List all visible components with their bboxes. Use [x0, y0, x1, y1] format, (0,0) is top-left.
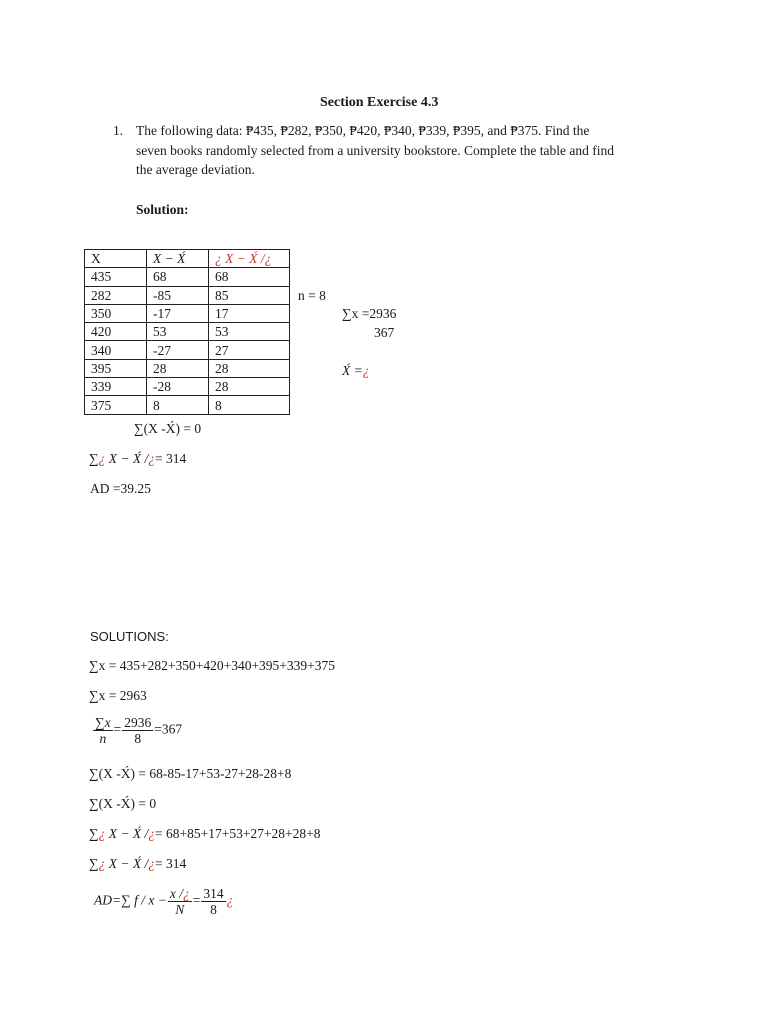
- solutions-ad-formula: AD=∑ f / x − $\frac{x /¿}{N}$ = $\frac{314}{8}$ ¿: [94, 886, 234, 917]
- problem-line-3: the average deviation.: [136, 162, 255, 177]
- sum-abs-deviation: ∑¿ X − X́ /¿= 314: [89, 451, 187, 466]
- fraction-2936-over-8: $\frac{2936}{8}$: [124, 715, 152, 746]
- table-cell: 53: [209, 323, 290, 341]
- solutions-sum-dev-expansion: ∑(X -X́) = 68-85-17+53-27+28-28+8: [89, 766, 292, 781]
- page-title: Section Exercise 4.3: [320, 95, 439, 110]
- table-header-x: X: [85, 250, 147, 268]
- table-cell: 28: [147, 359, 209, 377]
- table-cell: 375: [85, 396, 147, 414]
- table-row: [85, 378, 290, 396]
- table-cell: -28: [147, 378, 209, 396]
- solutions-sum-dev: ∑(X -X́) = 0: [89, 796, 157, 811]
- n-value: n = 8: [298, 288, 326, 303]
- mean-value: 367: [374, 325, 395, 340]
- table-cell: 17: [209, 304, 290, 322]
- solutions-sum-abs-expansion: ∑¿ X − X́ /¿= 68+85+17+53+27+28+28+8: [89, 826, 321, 841]
- table-cell: 27: [209, 341, 290, 359]
- table-cell: 8: [147, 396, 209, 414]
- solution-label: Solution:: [136, 202, 189, 217]
- table-cell: 282: [85, 286, 147, 304]
- table-row: [85, 359, 290, 377]
- mean-symbol: X́ =¿: [342, 363, 370, 378]
- table-row: [85, 286, 290, 304]
- problem-line-1: The following data: ₱435, ₱282, ₱350, ₱420, ₱340, ₱339, ₱395, and ₱375. Find the: [136, 123, 590, 138]
- table-cell: 68: [147, 268, 209, 286]
- solutions-sum-abs: ∑¿ X − X́ /¿= 314: [89, 856, 187, 871]
- table-cell: 85: [209, 286, 290, 304]
- deviation-table: [84, 249, 290, 415]
- table-cell: 435: [85, 268, 147, 286]
- table-row: [85, 304, 290, 322]
- table-row: [85, 268, 290, 286]
- table-cell: 420: [85, 323, 147, 341]
- solutions-heading: SOLUTIONS:: [90, 629, 169, 644]
- average-deviation: AD =39.25: [90, 481, 151, 496]
- table-header-deviation: X − X́: [147, 250, 209, 268]
- table-row: [85, 323, 290, 341]
- fraction-314-over-8: $\frac{314}{8}$: [203, 886, 224, 917]
- table-cell: 53: [147, 323, 209, 341]
- table-cell: -27: [147, 341, 209, 359]
- table-cell: 350: [85, 304, 147, 322]
- table-row: [85, 396, 290, 414]
- solutions-sum-x-expansion: ∑x = 435+282+350+420+340+395+339+375: [89, 658, 336, 673]
- table-cell: -17: [147, 304, 209, 322]
- table-cell: 395: [85, 359, 147, 377]
- table-header-abs-deviation: ¿ X − X́ /¿: [209, 250, 290, 268]
- sum-deviation: ∑(X -X́) = 0: [134, 421, 202, 436]
- table-cell: 8: [209, 396, 290, 414]
- table-row: [85, 341, 290, 359]
- fraction-sum-x-over-n: $\frac{\sum x}{n}$: [95, 715, 111, 746]
- sum-x: ∑x =2936: [342, 306, 397, 321]
- fraction-x-over-n: $\frac{x /¿}{N}$: [169, 886, 190, 917]
- table-cell: 340: [85, 341, 147, 359]
- table-cell: 339: [85, 378, 147, 396]
- solutions-mean-fraction: $\frac{\sum x}{n}$ = $\frac{2936}{8}$ =367: [95, 715, 183, 746]
- table-cell: 28: [209, 359, 290, 377]
- table-header-row: [85, 250, 290, 268]
- solutions-sum-x: ∑x = 2963: [89, 688, 147, 703]
- table-cell: -85: [147, 286, 209, 304]
- problem-line-2: seven books randomly selected from a university bookstore. Complete the table and find: [136, 143, 615, 158]
- problem-number: 1.: [113, 123, 124, 138]
- table-cell: 68: [209, 268, 290, 286]
- table-cell: 28: [209, 378, 290, 396]
